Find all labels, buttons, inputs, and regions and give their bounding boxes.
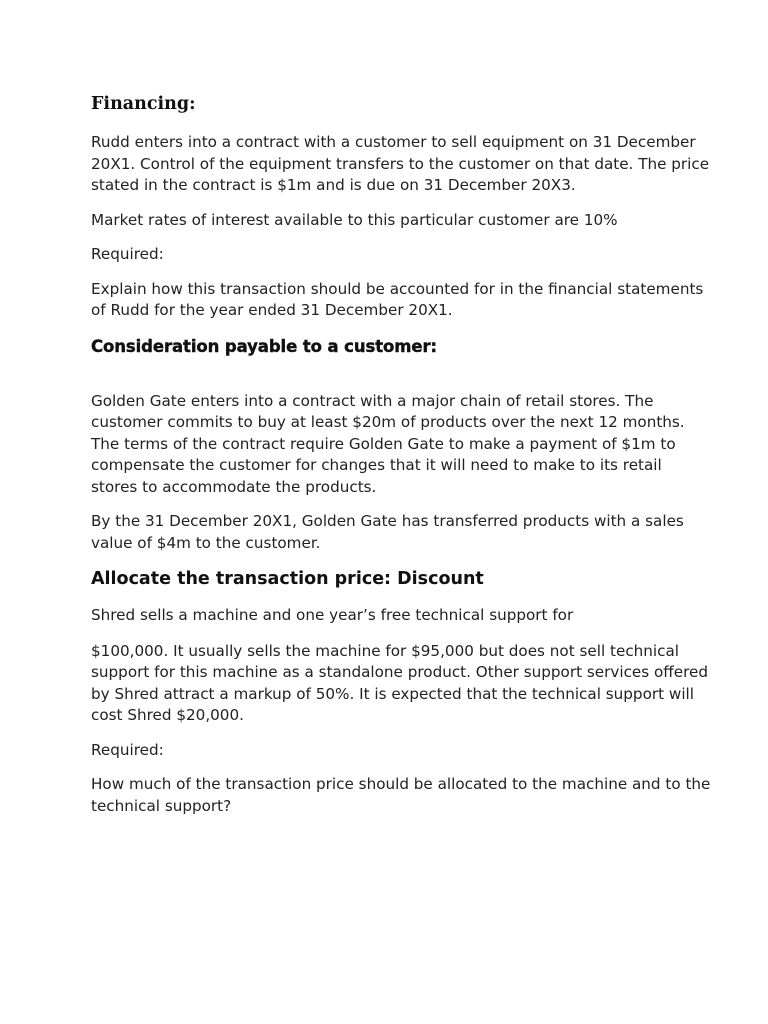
discount-heading: Allocate the transaction price: Discount [91, 569, 484, 589]
discount-paragraph-1: Shred sells a machine and one year’s free technical support for [91, 606, 574, 624]
document-page [91, 92, 711, 830]
financing-required-label: Required: [91, 245, 164, 263]
consideration-heading: Consideration payable to a customer: [91, 336, 437, 356]
financing-paragraph-1: Rudd enters into a contract with a customer to sell equipment on 31 December 20X1. Control of the equipment transfers to the customer on that date. The price stated in the contract is $1m and is due on 31 December 20X3. [91, 133, 710, 194]
financing-paragraph-2: Market rates of interest available to this particular customer are 10% [91, 210, 618, 229]
financing-question: Explain how this transaction should be accounted for in the financial statements of Rudd for the year ended 31 December 20X1. [91, 279, 704, 319]
discount-question: How much of the transaction price should be allocated to the machine and to the technical support? [91, 775, 711, 815]
discount-paragraph-2: $100,000. It usually sells the machine for $95,000 but does not sell technical support for this machine as a standalone product. Other support services offered by Shred attract a markup of 50%. It is expected that the technical support will cost Shred $20,000. [91, 641, 709, 724]
consideration-paragraph-1: Golden Gate enters into a contract with a major chain of retail stores. The customer commits to buy at least $20m of products over the next 12 months. The terms of the contract require Golden Gate to make a payment of $1m to compensate the customer for changes that it will need to make to its retail stores to accommodate the products. [91, 391, 685, 496]
financing-heading: Financing: [91, 94, 196, 114]
consideration-paragraph-2: By the 31 December 20X1, Golden Gate has transferred products with a sales value of $4m to the customer. [91, 512, 684, 552]
discount-required-label: Required: [91, 740, 164, 759]
